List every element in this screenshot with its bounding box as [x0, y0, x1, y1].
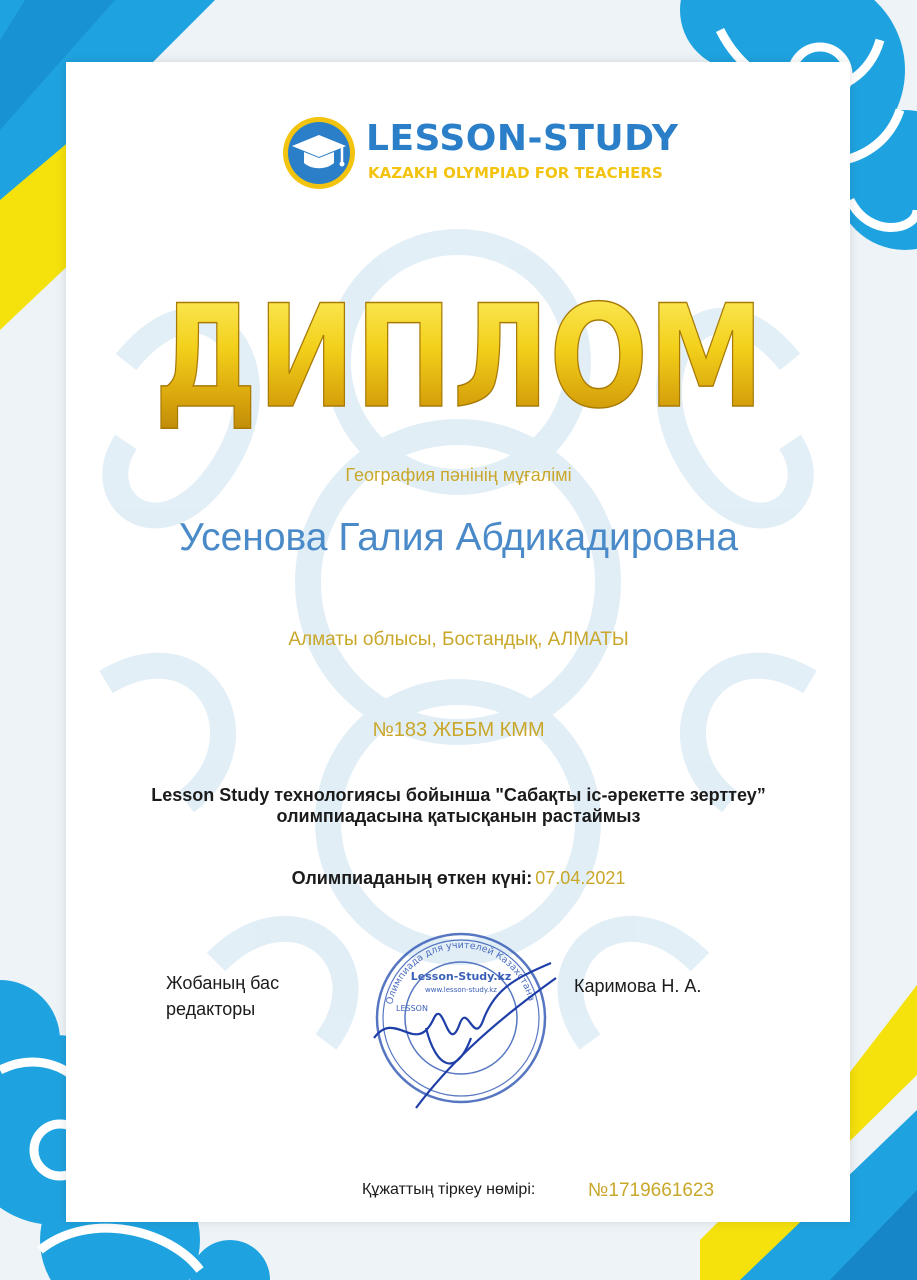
registration-number: №1719661623 [588, 1180, 715, 1201]
brand-logo [282, 112, 679, 192]
diploma-heading [0, 275, 917, 440]
olympiad-date [0, 868, 917, 889]
stamp-site-name: Lesson-Study.kz [410, 970, 512, 983]
graduation-cap-icon [282, 116, 356, 190]
date-label: Олимпиаданың өткен күні: [291, 868, 533, 888]
stamp-outer-text: Олимпиада для учителей Казахстана [384, 939, 537, 1006]
statement [0, 785, 917, 827]
statement-line-2: олимпиадасына қатысқанын растаймыз [276, 806, 641, 826]
registration-label: Құжаттың тіркеу нөмірі: [362, 1181, 536, 1198]
official-stamp [356, 918, 566, 1118]
region-line: Алматы облысы, Бостандық, АЛМАТЫ [288, 629, 629, 650]
editor-label [166, 970, 279, 1022]
editor-label-line-2: редакторы [166, 999, 256, 1019]
subject-line: География пәнінің мұғалімі [345, 465, 572, 485]
diploma-title: ДИПЛОМ [153, 275, 764, 440]
stamp-inner-label: LESSON [396, 1004, 428, 1013]
stamp-url: www.lesson-study.kz [425, 986, 497, 994]
date-value: 07.04.2021 [535, 868, 626, 888]
school-line: №183 ЖББМ КММ [372, 719, 545, 741]
statement-line-1: Lesson Study технологиясы бойынша "Сабақты іс-әрекетте зерттеу” [151, 785, 766, 805]
diploma-heading-art [139, 275, 779, 440]
logo-subtitle: KAZAKH OLYMPIAD FOR TEACHERS [368, 164, 663, 182]
editor-name: Каримова Н. А. [574, 976, 702, 996]
editor-label-line-1: Жобаның бас [166, 973, 280, 993]
recipient-name: Усенова Галия Абдикадировна [178, 516, 739, 559]
logo-title: LESSON-STUDY [366, 118, 679, 159]
